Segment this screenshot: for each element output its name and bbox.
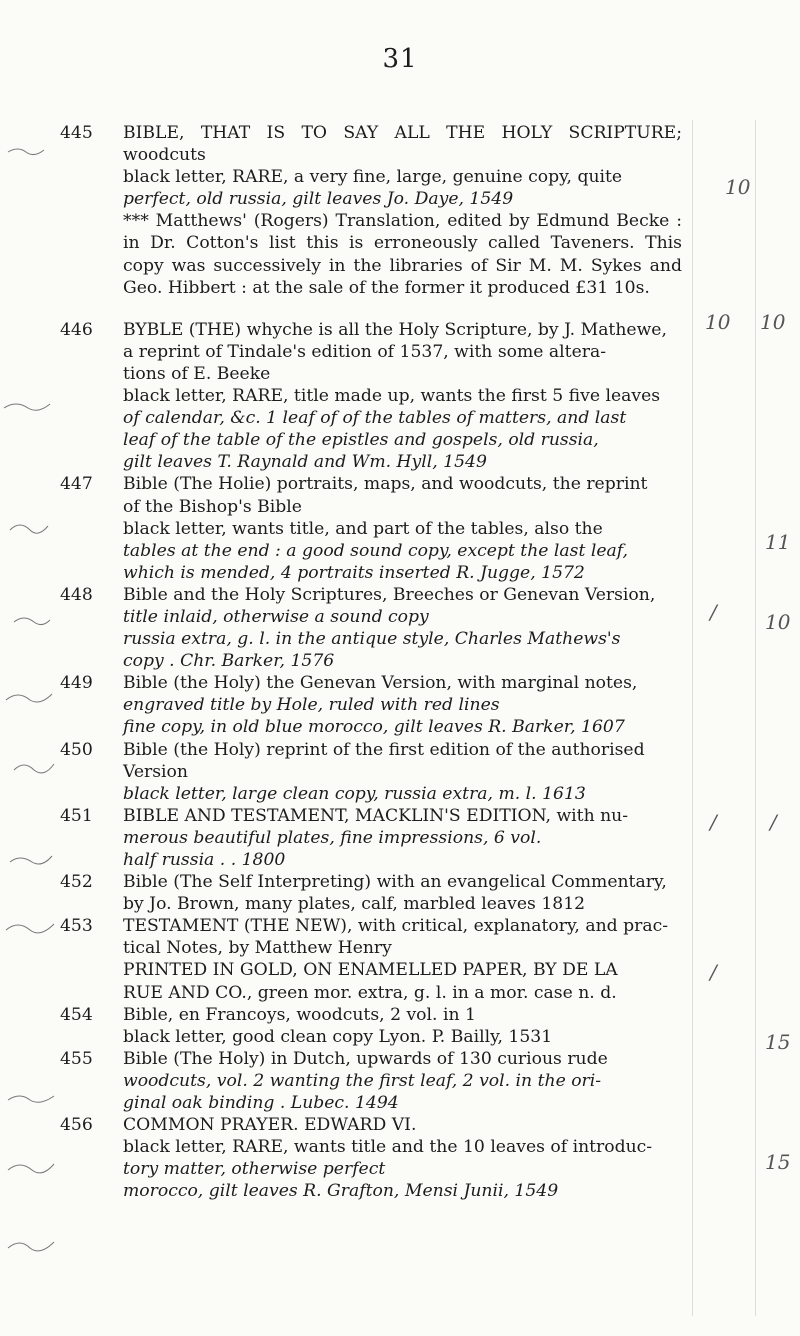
lot-number: 446 bbox=[60, 319, 93, 340]
entry-line: gilt leaves T. Raynald and Wm. Hyll, 1549 bbox=[123, 452, 487, 473]
entry-line: perfect, old russia, gilt leaves Jo. Daye, 1549 bbox=[123, 189, 514, 210]
entry-line: BIBLE AND TESTAMENT, MACKLIN'S EDITION, with nu- bbox=[123, 805, 629, 826]
entry-line: by Jo. Brown, many plates, calf, marbled leaves 1812 bbox=[123, 894, 586, 915]
lot-number: 448 bbox=[60, 584, 93, 605]
catalogue-entry bbox=[60, 319, 682, 474]
entry-line: Version bbox=[123, 761, 188, 782]
entry-line: BYBLE (THE) whyche is all the Holy Scripture, by J. Mathewe, bbox=[123, 319, 667, 340]
entry-line: of the Bishop's Bible bbox=[123, 496, 302, 517]
lot-number: 455 bbox=[60, 1048, 93, 1069]
lot-number: 449 bbox=[60, 673, 93, 694]
entry-note: *** Matthews' (Rogers) Translation, edited by Edmund Becke : in Dr. Cotton's list this is erroneously called Taveners. This copy was successively in the libraries of Sir M. M. Sykes and Geo. Hibbert : at the sale of the former it produced £31 10s. bbox=[123, 211, 682, 298]
handwritten-price: 10 bbox=[705, 310, 731, 334]
entry-line: black letter, wants title, and part of the tables, also the bbox=[123, 518, 603, 539]
entry-line: merous beautiful plates, fine impressions, 6 vol. bbox=[123, 827, 542, 848]
entry-line: black letter, good clean copy Lyon. P. Bailly, 1531 bbox=[123, 1026, 553, 1047]
entry-line: black letter, large clean copy, russia extra, m. l. 1613 bbox=[123, 783, 586, 804]
catalogue-entry bbox=[60, 805, 682, 871]
handwritten-price: 11 bbox=[765, 530, 791, 554]
catalogue-entry bbox=[60, 473, 682, 583]
entry-line: tory matter, otherwise perfect bbox=[123, 1159, 386, 1180]
entry-line: RUE AND CO., green mor. extra, g. l. in a mor. case n. d. bbox=[123, 982, 617, 1003]
entry-line: black letter, RARE, title made up, wants the first 5 five leaves bbox=[123, 386, 661, 407]
lot-number: 445 bbox=[60, 123, 93, 143]
handwritten-price: 10 bbox=[765, 610, 791, 634]
entry-line: Bible (The Holy) in Dutch, upwards of 130 curious rude bbox=[123, 1048, 608, 1069]
catalogue-entry bbox=[60, 739, 682, 805]
entry-line: copy . Chr. Barker, 1576 bbox=[123, 651, 335, 672]
entry-line: PRINTED IN GOLD, ON ENAMELLED PAPER, BY DE LA bbox=[123, 960, 618, 981]
entry-line: BIBLE, THAT IS TO SAY ALL THE HOLY SCRIPTURE; woodcuts bbox=[123, 123, 682, 166]
lot-number: 456 bbox=[60, 1115, 93, 1136]
entry-line: fine copy, in old blue morocco, gilt leaves R. Barker, 1607 bbox=[123, 717, 625, 738]
handwritten-price: 15 bbox=[765, 1030, 791, 1054]
handwritten-price: 10 bbox=[760, 310, 786, 334]
catalogue-entry bbox=[60, 915, 682, 1003]
handwritten-annotations bbox=[0, 0, 60, 1336]
catalogue-entry bbox=[60, 1114, 682, 1202]
entry-line: russia extra, g. l. in the antique style, Charles Mathews's bbox=[123, 629, 621, 650]
lot-number: 447 bbox=[60, 474, 93, 495]
entry-line: Bible (the Holy) the Genevan Version, with marginal notes, bbox=[123, 673, 638, 694]
entry-line: COMMON PRAYER. EDWARD VI. bbox=[123, 1115, 417, 1136]
handwritten-price: / bbox=[710, 810, 717, 834]
handwritten-price: 10 bbox=[725, 175, 751, 199]
entry-line: Bible (The Self Interpreting) with an evangelical Commentary, bbox=[123, 872, 667, 893]
catalogue-entry bbox=[60, 672, 682, 738]
lot-number: 452 bbox=[60, 872, 93, 893]
handwritten-price: / bbox=[710, 960, 717, 984]
catalogue-entry bbox=[60, 584, 682, 672]
entry-line: Bible (the Holy) reprint of the first edition of the authorised bbox=[123, 739, 645, 760]
lot-number: 451 bbox=[60, 805, 93, 826]
entry-line: Bible (The Holie) portraits, maps, and woodcuts, the reprint bbox=[123, 474, 648, 495]
lot-number: 454 bbox=[60, 1004, 93, 1025]
catalogue-entry bbox=[60, 1004, 682, 1048]
entry-line: TESTAMENT (THE NEW), with critical, explanatory, and prac- bbox=[123, 916, 669, 937]
catalogue-entry bbox=[60, 1048, 682, 1114]
entry-line: tables at the end : a good sound copy, except the last leaf, bbox=[123, 540, 628, 561]
lot-number: 453 bbox=[60, 916, 93, 937]
margin-rule bbox=[692, 120, 693, 1316]
handwritten-price: 15 bbox=[765, 1150, 791, 1174]
page-number: 31 bbox=[382, 44, 418, 74]
handwritten-price: / bbox=[710, 600, 717, 624]
entry-line: Bible, en Francoys, woodcuts, 2 vol. in 1 bbox=[123, 1004, 476, 1025]
margin-rule bbox=[755, 120, 756, 1316]
entry-line: title inlaid, otherwise a sound copy bbox=[123, 606, 429, 627]
entry-line: Bible and the Holy Scriptures, Breeches or Genevan Version, bbox=[123, 584, 656, 605]
entry-line: tical Notes, by Matthew Henry bbox=[123, 938, 392, 959]
entry-line: black letter, RARE, a very fine, large, genuine copy, quite bbox=[123, 167, 623, 188]
entry-line: tions of E. Beeke bbox=[123, 363, 271, 384]
handwritten-price: / bbox=[770, 810, 777, 834]
entry-line: which is mended, 4 portraits inserted R. Jugge, 1572 bbox=[123, 562, 585, 583]
entry-line: leaf of the table of the epistles and gospels, old russia, bbox=[123, 430, 599, 451]
entry-line: ginal oak binding . Lubec. 1494 bbox=[123, 1093, 399, 1114]
catalogue-entry bbox=[60, 871, 682, 915]
entry-line: black letter, RARE, wants title and the 10 leaves of introduc- bbox=[123, 1137, 653, 1158]
entry-line: engraved title by Hole, ruled with red lines bbox=[123, 695, 500, 716]
entry-line: woodcuts, vol. 2 wanting the first leaf, 2 vol. in the ori- bbox=[123, 1070, 602, 1091]
entry-line: a reprint of Tindale's edition of 1537, with some altera- bbox=[123, 341, 607, 362]
lot-number: 450 bbox=[60, 739, 93, 760]
catalogue-entries bbox=[60, 122, 682, 1203]
entry-line: half russia . . 1800 bbox=[123, 850, 286, 870]
entry-line: morocco, gilt leaves R. Grafton, Mensi Junii, 1549 bbox=[123, 1181, 559, 1202]
catalogue-entry bbox=[60, 122, 682, 299]
entry-line: of calendar, &c. 1 leaf of of the tables of matters, and last bbox=[123, 408, 627, 429]
